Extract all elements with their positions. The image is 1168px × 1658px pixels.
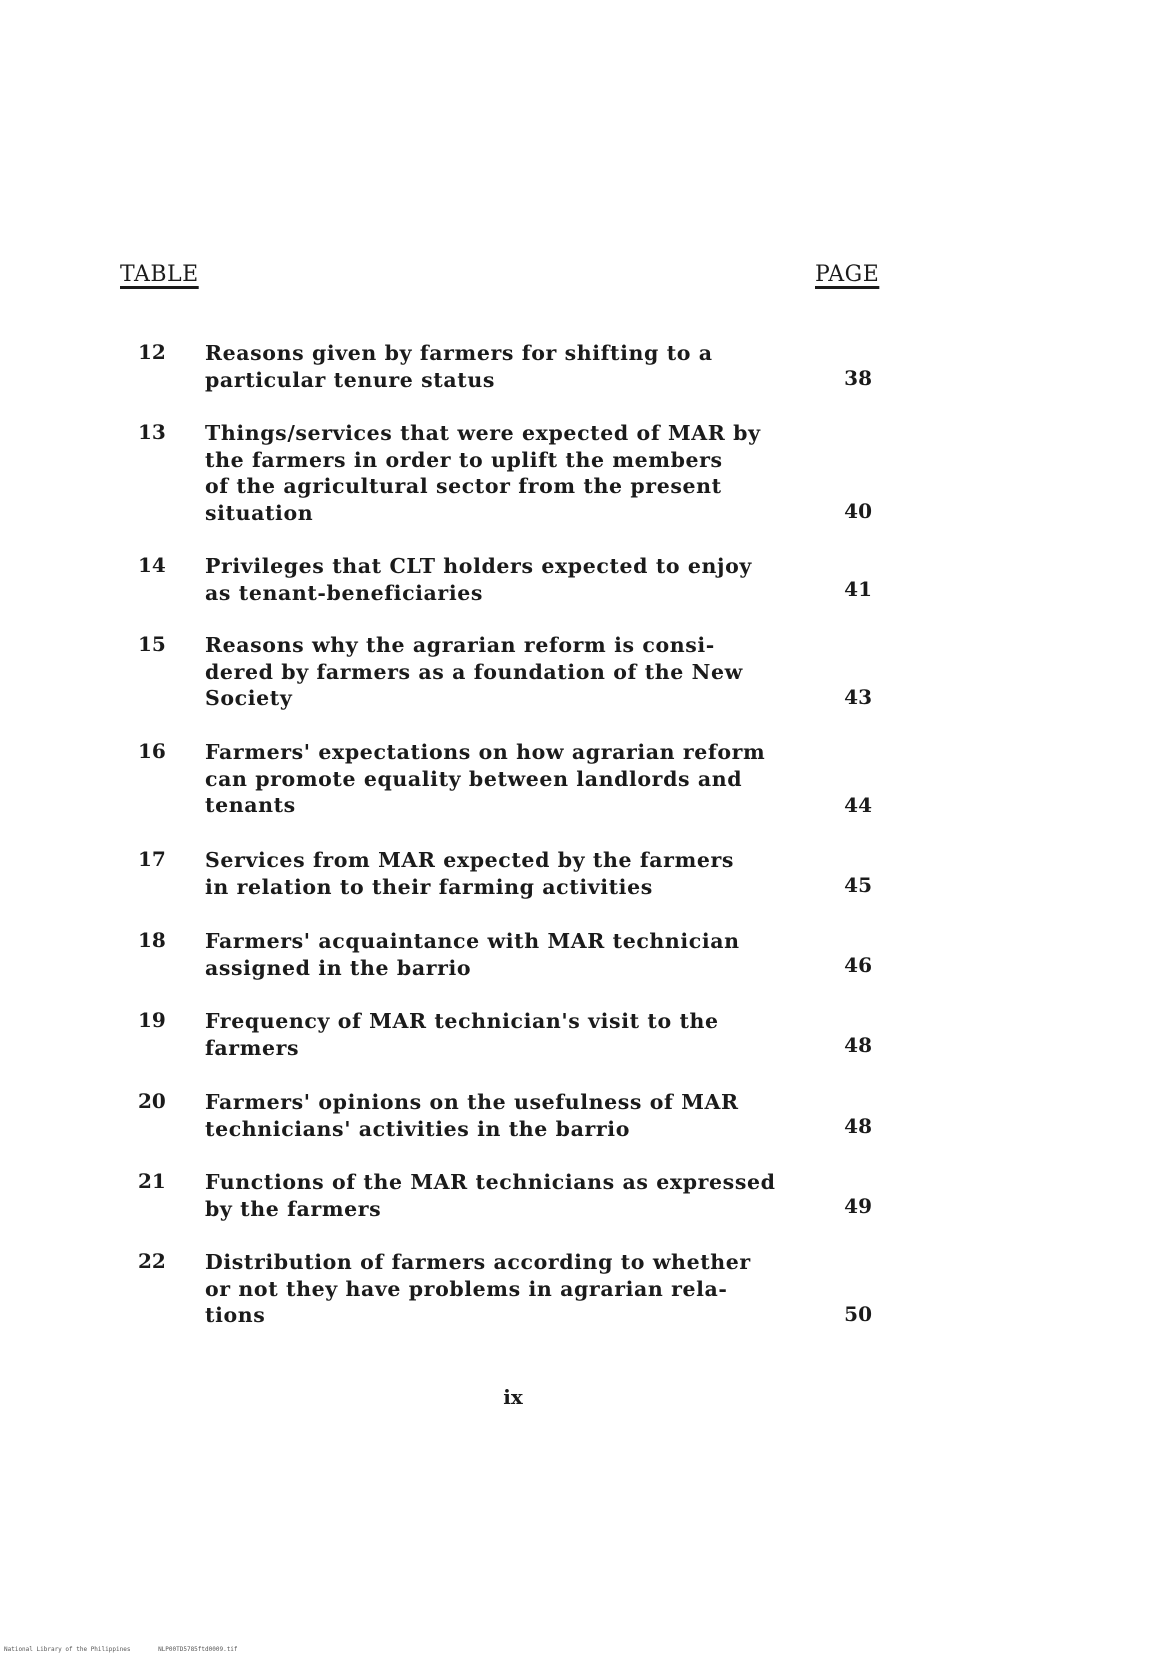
scan-footer: [4, 1646, 262, 1653]
page-number: 50: [844, 1302, 872, 1326]
table-title: Frequency of MAR technician's visit to the farmers: [205, 1009, 719, 1060]
table-title: Privileges that CLT holders expected to enjoy as tenant-beneficiaries: [205, 554, 752, 605]
table-title: Reasons given by farmers for shifting to a particular tenure status: [205, 341, 713, 392]
page-number: 38: [844, 366, 872, 390]
page-number: 48: [844, 1033, 872, 1057]
table-number: 13: [138, 420, 166, 444]
scan-filename: NLP00TD5785ftd0009.tif: [158, 1646, 238, 1653]
table-number: 12: [138, 340, 166, 364]
page-number: 48: [844, 1114, 872, 1138]
page-number: 40: [844, 499, 872, 523]
library-credit: National Library of the Philippines: [4, 1646, 131, 1653]
page-folio: ix: [503, 1385, 523, 1409]
table-number: 16: [138, 739, 166, 763]
table-number: 22: [138, 1249, 166, 1273]
page-number: 44: [844, 793, 872, 817]
table-title: Reasons why the agrarian reform is consi- dered by farmers as a foundation of the New Society: [205, 633, 743, 710]
table-number: 14: [138, 553, 166, 577]
page-number: 46: [844, 953, 872, 977]
table-number: 20: [138, 1089, 166, 1113]
page-number: 49: [844, 1194, 872, 1218]
page-number: 43: [844, 685, 872, 709]
table-title: Functions of the MAR technicians as expressed by the farmers: [205, 1170, 776, 1221]
table-title: Farmers' expectations on how agrarian reform can promote equality between landlords and tenants: [205, 740, 766, 817]
table-title: Things/services that were expected of MAR by the farmers in order to uplift the members of the agricultural sector from the present situation: [205, 421, 761, 525]
page-column-header: PAGE: [815, 262, 880, 287]
table-number: 17: [138, 847, 166, 871]
table-title: Farmers' acquaintance with MAR technician assigned in the barrio: [205, 929, 740, 980]
table-number: 18: [138, 928, 166, 952]
table-column-header: TABLE: [120, 262, 199, 287]
page-number: 45: [844, 873, 872, 897]
page-number: 41: [844, 577, 872, 601]
table-title: Services from MAR expected by the farmers in relation to their farming activities: [205, 848, 735, 899]
table-number: 19: [138, 1008, 166, 1032]
table-title: Farmers' opinions on the usefulness of MAR technicians' activities in the barrio: [205, 1090, 739, 1141]
table-number: 15: [138, 632, 166, 656]
table-number: 21: [138, 1169, 166, 1193]
table-title: Distribution of farmers according to whether or not they have problems in agrarian rela- tions: [205, 1250, 751, 1327]
